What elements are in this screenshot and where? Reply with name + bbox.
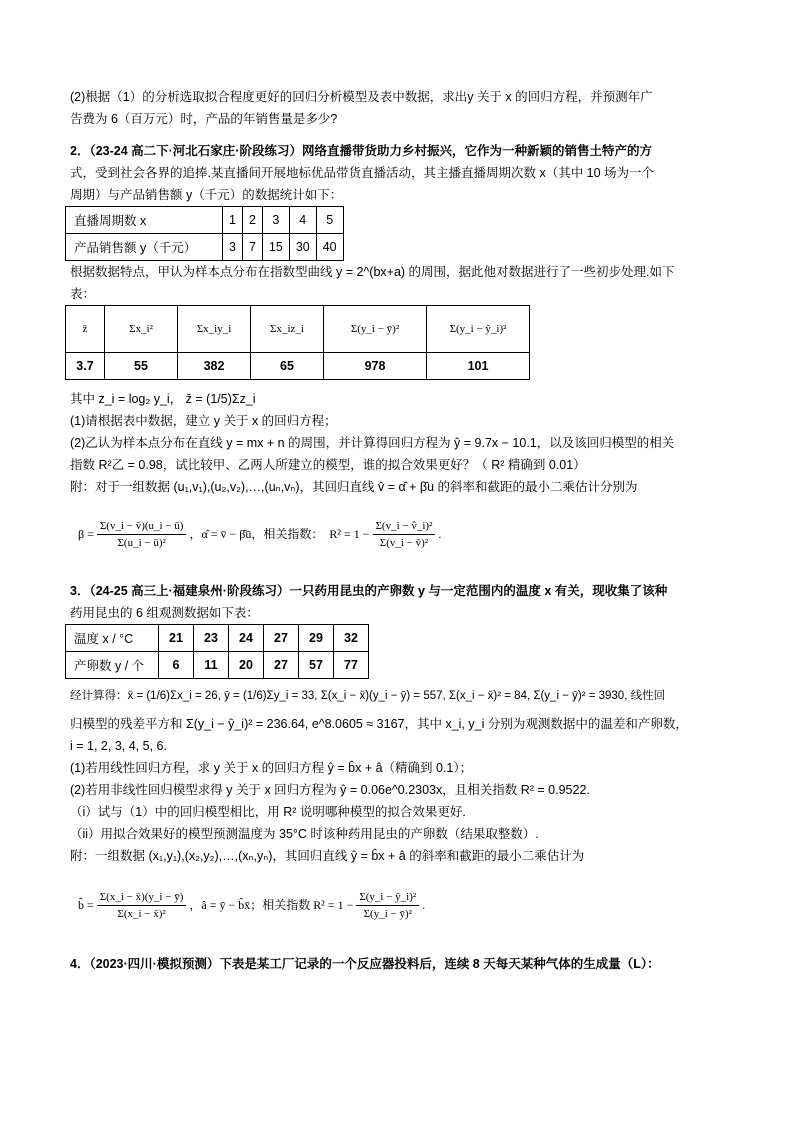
q3-calc-line2: 归模型的残差平方和 Σ(y_i − ŷ_i)² = 236.64, e^8.0605 ≈ 3167，其中 x_i, y_i 分别为观测数据中的温差和产卵数， xyxy=(70,717,688,731)
r2-numerator: Σ(v_i − v̂_i)² xyxy=(373,518,436,535)
q3-sub1: (1)若用线性回归方程，求 y 关于 x 的回归方程 ŷ = b̂x + â（精确到 0.1）； xyxy=(70,761,473,775)
q4-heading-line1: 4．（2023·四川·模拟预测）下表是某工厂记录的一个反应器投料后，连续 8 天每天某种气体的生成量（L）： xyxy=(70,957,660,971)
table-header: Σ(y_i − ŷ_i)² xyxy=(427,306,530,353)
q3-sub2: (2)若用非线性回归模型求得 y 关于 x 回归方程为 ŷ = 0.06e^0.2303x，且相关指数 R² = 0.9522. xyxy=(70,783,590,797)
q3-appendix: 附：一组数据 (x₁,y₁),(x₂,y₂),…,(xₙ,yₙ)，其回归直线 ŷ = b̂x + â 的斜率和截距的最小二乘估计为 xyxy=(70,849,585,863)
formula-end: . xyxy=(438,527,442,541)
q2-sub1: (1)请根据表中数据，建立 y 关于 x 的回归方程； xyxy=(70,414,337,428)
table-cell: 65 xyxy=(251,353,324,380)
r2-lhs: R² = 1 − xyxy=(329,527,370,541)
table-cell: 23 xyxy=(194,625,229,652)
r2-denominator: Σ(v_i − v̄)² xyxy=(379,536,429,549)
table-cell: 4 xyxy=(289,207,316,234)
r2b-denominator: Σ(y_i − ȳ)² xyxy=(363,907,412,920)
q2-summary-table xyxy=(65,305,530,380)
table-cell: 27 xyxy=(264,652,299,679)
q3-formula-block xyxy=(78,873,730,937)
table-cell: 55 xyxy=(105,353,178,380)
q1-part2-line1: (2)根据（1）的分析选取拟合程度更好的回归分析模型及表中数据，求出y 关于 x 的回归方程，并预测年广 xyxy=(70,90,653,104)
r2b-fraction xyxy=(356,889,419,922)
q3-calc-line1: 经计算得：x̄ = (1/6)Σx_i = 26, ȳ = (1/6)Σy_i = 33, Σ(x_i − x̄)(y_i − ȳ) = 557, Σ(x_i − x̄)² = 84, Σ(y_i − ȳ)² = 3930, 线性回 xyxy=(70,690,666,702)
table-cell: 30 xyxy=(289,234,316,261)
table-cell: 24 xyxy=(229,625,264,652)
q3-sub2-ii: （ii）用拟合效果好的模型预测温度为 35°C 时该种药用昆虫的产卵数（结果取整数）. xyxy=(70,827,539,841)
table-cell: 27 xyxy=(264,625,299,652)
table-header: Σx_iy_i xyxy=(178,306,251,353)
beta-lhs: β = xyxy=(78,527,94,541)
table-header: Σx_i² xyxy=(105,306,178,353)
table-cell: 1 xyxy=(223,207,243,234)
table-cell: 978 xyxy=(324,353,427,380)
table-cell: 3 xyxy=(223,234,243,261)
table-row-label: 产卵数 y / 个 xyxy=(66,652,159,679)
q2-appendix: 附：对于一组数据 (u₁,v₁),(u₂,v₂),…,(uₙ,vₙ)，其回归直线 v̂ = α̂ + β̂u 的斜率和截距的最小二乘估计分别为 xyxy=(70,480,638,494)
q2-heading-line1: 2．（23-24 高二下·河北石家庄·阶段练习）网络直播带货助力乡村振兴，它作为一种新颖的销售土特产的方 xyxy=(70,144,652,158)
q2-data-table xyxy=(65,206,344,261)
table-cell: 32 xyxy=(334,625,369,652)
table-cell: 2 xyxy=(242,207,262,234)
table-cell: 57 xyxy=(299,652,334,679)
b-denominator: Σ(x_i − x̄)² xyxy=(117,907,166,920)
table-cell: 15 xyxy=(262,234,289,261)
a-formula: ，â = ȳ − b̂x̄；相关指数 R² = 1 − xyxy=(189,898,354,912)
table-cell: 382 xyxy=(178,353,251,380)
table-row-label: 直播周期数 x xyxy=(66,207,223,234)
table-cell: 3 xyxy=(262,207,289,234)
table-row-label: 产品销售额 y（千元） xyxy=(66,234,223,261)
beta-numerator: Σ(v_i − v̄)(u_i − ū) xyxy=(97,518,187,535)
q2-sub2-line2: 指数 R²乙 = 0.98，试比较甲、乙两人所建立的模型，谁的拟合效果更好？（ R² 精确到 0.01） xyxy=(70,458,586,472)
q2-heading-line3: 周期）与产品销售额 y（千元）的数据统计如下： xyxy=(70,188,343,202)
table-cell: 7 xyxy=(242,234,262,261)
q2-after-table-line2: 表： xyxy=(70,287,96,301)
table-cell: 101 xyxy=(427,353,530,380)
table-cell: 21 xyxy=(159,625,194,652)
b-numerator: Σ(x_i − x̄)(y_i − ȳ) xyxy=(97,889,187,906)
table-cell: 40 xyxy=(316,234,343,261)
r2b-numerator: Σ(y_i − ŷ_i)² xyxy=(356,889,419,906)
formula-end: . xyxy=(422,898,426,912)
document-page xyxy=(70,86,730,975)
b-fraction xyxy=(97,889,187,922)
q3-heading-line2: 药用昆虫的 6 组观测数据如下表： xyxy=(70,606,259,620)
alpha-formula: ，α̂ = v̄ − β̂ū，相关指数： xyxy=(189,527,324,541)
q2-where-line: 其中 z_i = log₂ y_i， z̄ = (1/5)Σz_i xyxy=(70,392,256,406)
q2-formula-block xyxy=(78,504,730,564)
b-lhs: b̂ = xyxy=(78,898,94,912)
q3-sub2-i: （i）试与（1）中的回归模型相比，用 R² 说明哪种模型的拟合效果更好. xyxy=(70,805,466,819)
table-header: Σ(y_i − ȳ)² xyxy=(324,306,427,353)
beta-denominator: Σ(u_i − ū)² xyxy=(117,536,166,549)
q2-after-table-line1: 根据数据特点，甲认为样本点分布在指数型曲线 y = 2^(bx+a) 的周围，据此他对数据进行了一些初步处理.如下 xyxy=(70,265,675,279)
table-cell: 5 xyxy=(316,207,343,234)
table-cell: 29 xyxy=(299,625,334,652)
table-row-label: 温度 x / °C xyxy=(66,625,159,652)
table-cell: 77 xyxy=(334,652,369,679)
q2-sub2-line1: (2)乙认为样本点分布在直线 y = mx + n 的周围，并计算得回归方程为 ŷ = 9.7x − 10.1，以及该回归模型的相关 xyxy=(70,436,675,450)
r2-fraction xyxy=(373,518,436,551)
beta-fraction xyxy=(97,518,187,551)
table-cell: 20 xyxy=(229,652,264,679)
q1-part2-line2: 告费为 6（百万元）时，产品的年销售量是多少? xyxy=(70,112,338,126)
q3-data-table xyxy=(65,624,369,679)
table-cell: 3.7 xyxy=(66,353,105,380)
table-header: Σx_iz_i xyxy=(251,306,324,353)
q2-heading-line2: 式，受到社会各界的追捧.某直播间开展地标优品带货直播活动，其主播直播周期次数 x（其中 10 场为一个 xyxy=(70,166,655,180)
q3-calc-line3: i = 1, 2, 3, 4, 5, 6. xyxy=(70,739,167,753)
table-header: z̄ xyxy=(66,306,105,353)
table-cell: 11 xyxy=(194,652,229,679)
q3-heading-line1: 3．（24-25 高三上·福建泉州·阶段练习）一只药用昆虫的产卵数 y 与一定范围内的温度 x 有关，现收集了该种 xyxy=(70,584,668,598)
table-cell: 6 xyxy=(159,652,194,679)
